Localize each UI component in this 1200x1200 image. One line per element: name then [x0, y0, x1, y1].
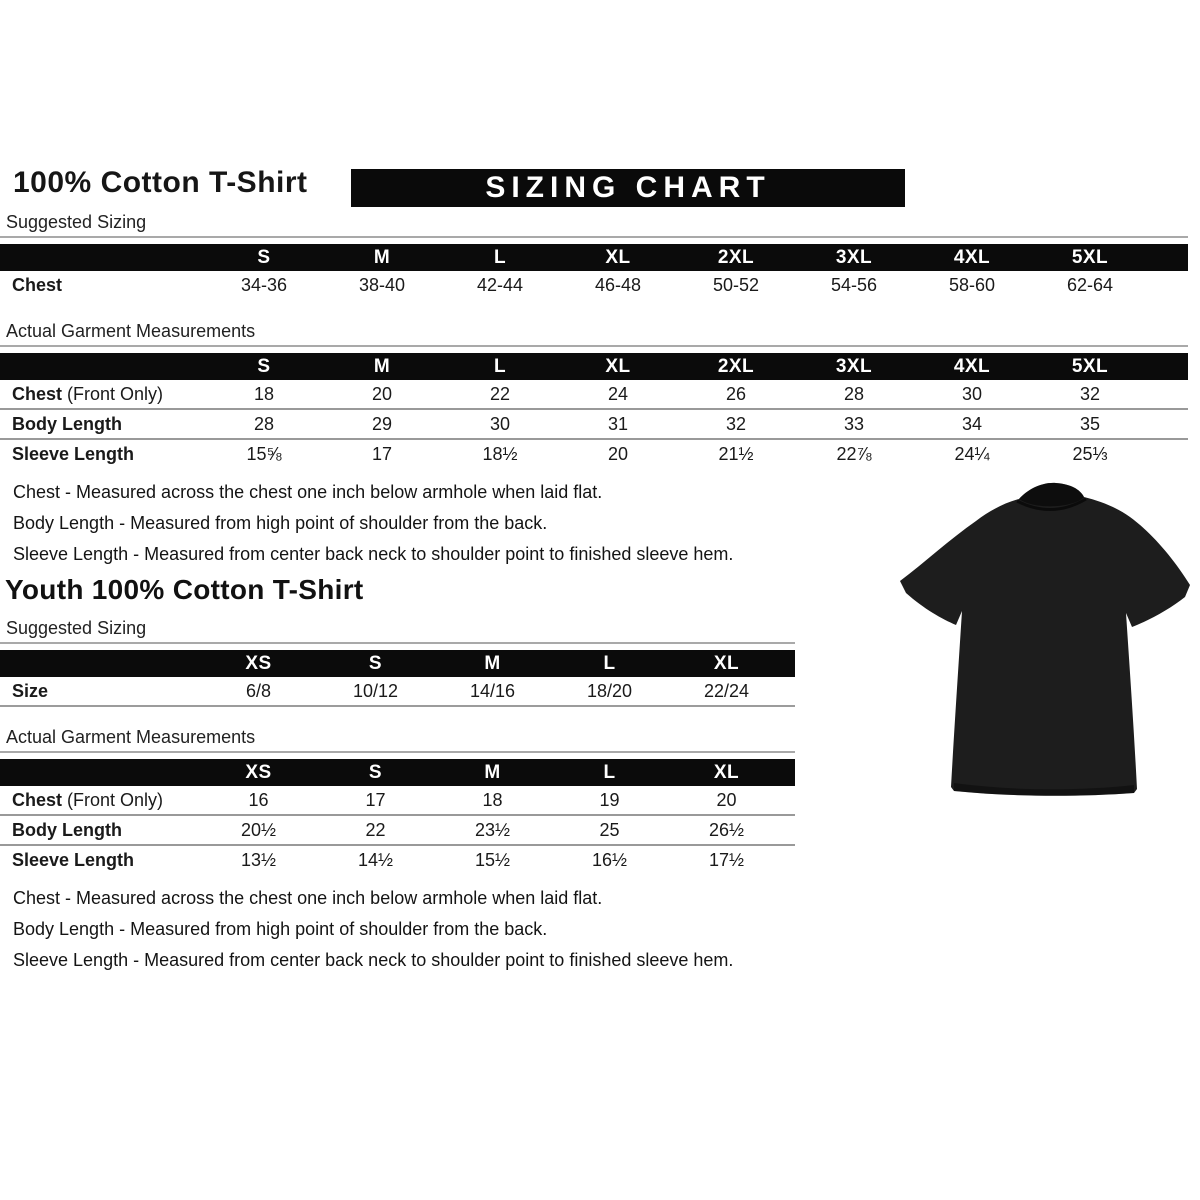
- column-header-2xl: 2XL: [717, 246, 755, 268]
- cell-value: 62-64: [1066, 274, 1114, 295]
- divider-line: [0, 345, 1188, 347]
- row-label-suffix: (Front Only): [67, 789, 164, 810]
- column-header-4xl: 4XL: [953, 246, 991, 268]
- row-label-text: Sleeve Length: [12, 443, 135, 464]
- cell-value: 14½: [357, 849, 394, 870]
- note-body-length: Body Length - Measured from high point of shoulder from the back.: [13, 919, 548, 939]
- adult-suggested-sizing-label: Suggested Sizing: [6, 212, 147, 232]
- cell-value: 30: [961, 383, 983, 404]
- cell-value: 6/8: [245, 680, 272, 701]
- note-sleeve-length: Sleeve Length - Measured from center back neck to shoulder point to finished sleeve hem.: [13, 544, 734, 564]
- cell-value: 54-56: [830, 274, 878, 295]
- youth-suggested-sizing-label: Suggested Sizing: [6, 618, 147, 638]
- cell-value: 25⅓: [1072, 443, 1108, 464]
- column-header-5xl: 5XL: [1071, 355, 1109, 377]
- column-header-3xl: 3XL: [835, 355, 873, 377]
- row-label-text: Body Length: [12, 413, 122, 434]
- cell-value: 25: [599, 819, 620, 840]
- cell-value: 17: [371, 443, 393, 464]
- divider-line: [0, 751, 795, 753]
- cell-value: 15½: [474, 849, 511, 870]
- cell-value: 13½: [240, 849, 277, 870]
- row-label: [0, 275, 205, 296]
- cell-value: 31: [607, 413, 629, 434]
- column-header-2xl: 2XL: [717, 355, 755, 377]
- column-header-s: S: [368, 652, 383, 674]
- row-label: [0, 790, 200, 811]
- column-header-m: M: [484, 761, 501, 783]
- note-chest: Chest - Measured across the chest one inch below armhole when laid flat.: [13, 888, 603, 908]
- column-header-m: M: [484, 652, 501, 674]
- column-header-s: S: [368, 761, 383, 783]
- table-row: [0, 786, 795, 814]
- row-label-text: Chest: [12, 274, 63, 295]
- table-row: [0, 844, 795, 874]
- adult-actual-measurements-label: Actual Garment Measurements: [6, 321, 256, 341]
- youth-actual-measurements-label: Actual Garment Measurements: [6, 727, 256, 747]
- cell-value: 29: [371, 413, 393, 434]
- row-label: [0, 414, 205, 435]
- column-header-l: L: [603, 761, 616, 783]
- column-header-l: L: [603, 652, 616, 674]
- cell-value: 26: [725, 383, 747, 404]
- column-header-l: L: [493, 246, 507, 268]
- row-label: [0, 681, 200, 702]
- column-header-xl: XL: [713, 652, 740, 674]
- column-header-s: S: [257, 246, 271, 268]
- row-label-suffix: (Front Only): [67, 383, 164, 404]
- cell-value: 34: [961, 413, 983, 434]
- cell-value: 28: [253, 413, 275, 434]
- cell-value: 24¼: [954, 443, 990, 464]
- divider-line: [0, 642, 795, 644]
- cell-value: 22⅞: [836, 443, 872, 464]
- tshirt-silhouette: [900, 483, 1190, 796]
- page-title: 100% Cotton T-Shirt: [13, 166, 308, 199]
- cell-value: 22: [365, 819, 386, 840]
- cell-value: 20: [716, 789, 737, 810]
- cell-value: 16: [248, 789, 269, 810]
- adult-suggested-sizing-table: [0, 244, 1200, 299]
- row-label-text: Chest: [12, 789, 63, 810]
- cell-value: 50-52: [712, 274, 760, 295]
- column-header-4xl: 4XL: [953, 355, 991, 377]
- cell-value: 20: [607, 443, 629, 464]
- column-header-m: M: [373, 246, 391, 268]
- table-row: [0, 438, 1188, 468]
- divider-line: [0, 236, 1188, 238]
- cell-value: 58-60: [948, 274, 996, 295]
- row-label-text: Sleeve Length: [12, 849, 135, 870]
- cell-value: 20½: [240, 819, 277, 840]
- cell-value: 42-44: [476, 274, 524, 295]
- cell-value: 34-36: [240, 274, 288, 295]
- cell-value: 38-40: [358, 274, 406, 295]
- column-header-l: L: [493, 355, 507, 377]
- column-header-s: S: [257, 355, 271, 377]
- cell-value: 17: [365, 789, 386, 810]
- cell-value: 15⅝: [246, 443, 282, 464]
- table-row: [0, 677, 795, 707]
- cell-value: 10/12: [352, 680, 399, 701]
- column-header-xl: XL: [605, 355, 631, 377]
- cell-value: 18/20: [586, 680, 633, 701]
- column-header-xl: XL: [605, 246, 631, 268]
- cell-value: 22/24: [703, 680, 750, 701]
- row-label: [0, 850, 200, 871]
- cell-value: 22: [489, 383, 511, 404]
- cell-value: 16½: [591, 849, 628, 870]
- sizing-chart-banner-text: SIZING CHART: [485, 171, 771, 204]
- table-header-row: [0, 353, 1188, 380]
- cell-value: 18: [482, 789, 503, 810]
- table-header-row: [0, 759, 795, 786]
- row-label: [0, 444, 205, 465]
- cell-value: 18½: [482, 443, 518, 464]
- youth-section-title: Youth 100% Cotton T-Shirt: [5, 574, 364, 605]
- header: [0, 166, 1200, 212]
- cell-value: 19: [599, 789, 620, 810]
- note-body-length: Body Length - Measured from high point of shoulder from the back.: [13, 513, 548, 533]
- note-sleeve-length: Sleeve Length - Measured from center back neck to shoulder point to finished sleeve hem.: [13, 950, 734, 970]
- row-label: [0, 820, 200, 841]
- cell-value: 20: [371, 383, 393, 404]
- tshirt-photo: [884, 477, 1199, 805]
- cell-value: 18: [253, 383, 275, 404]
- table-row: [0, 408, 1188, 438]
- cell-value: 24: [607, 383, 629, 404]
- row-label: [0, 384, 205, 405]
- column-header-xl: XL: [713, 761, 740, 783]
- column-header-3xl: 3XL: [835, 246, 873, 268]
- cell-value: 17½: [708, 849, 745, 870]
- cell-value: 21½: [718, 443, 754, 464]
- column-header-m: M: [373, 355, 391, 377]
- cell-value: 32: [1079, 383, 1101, 404]
- table-header-row: [0, 244, 1188, 271]
- cell-value: 23½: [474, 819, 511, 840]
- cell-value: 26½: [708, 819, 745, 840]
- cell-value: 35: [1079, 413, 1101, 434]
- cell-value: 33: [843, 413, 865, 434]
- column-header-xs: XS: [245, 761, 272, 783]
- youth-measurement-notes: [13, 883, 1200, 976]
- note-chest: Chest - Measured across the chest one inch below armhole when laid flat.: [13, 482, 603, 502]
- row-label-text: Size: [12, 680, 49, 701]
- table-header-row: [0, 650, 795, 677]
- table-row: [0, 814, 795, 844]
- cell-value: 32: [725, 413, 747, 434]
- cell-value: 46-48: [594, 274, 642, 295]
- table-row: [0, 271, 1188, 299]
- adult-actual-measurements-table: [0, 353, 1200, 468]
- sizing-chart-banner: [351, 169, 905, 207]
- cell-value: 14/16: [469, 680, 516, 701]
- column-header-xs: XS: [245, 652, 272, 674]
- row-label-text: Body Length: [12, 819, 122, 840]
- column-header-5xl: 5XL: [1071, 246, 1109, 268]
- cell-value: 28: [843, 383, 865, 404]
- row-label-text: Chest: [12, 383, 63, 404]
- cell-value: 30: [489, 413, 511, 434]
- table-row: [0, 380, 1188, 408]
